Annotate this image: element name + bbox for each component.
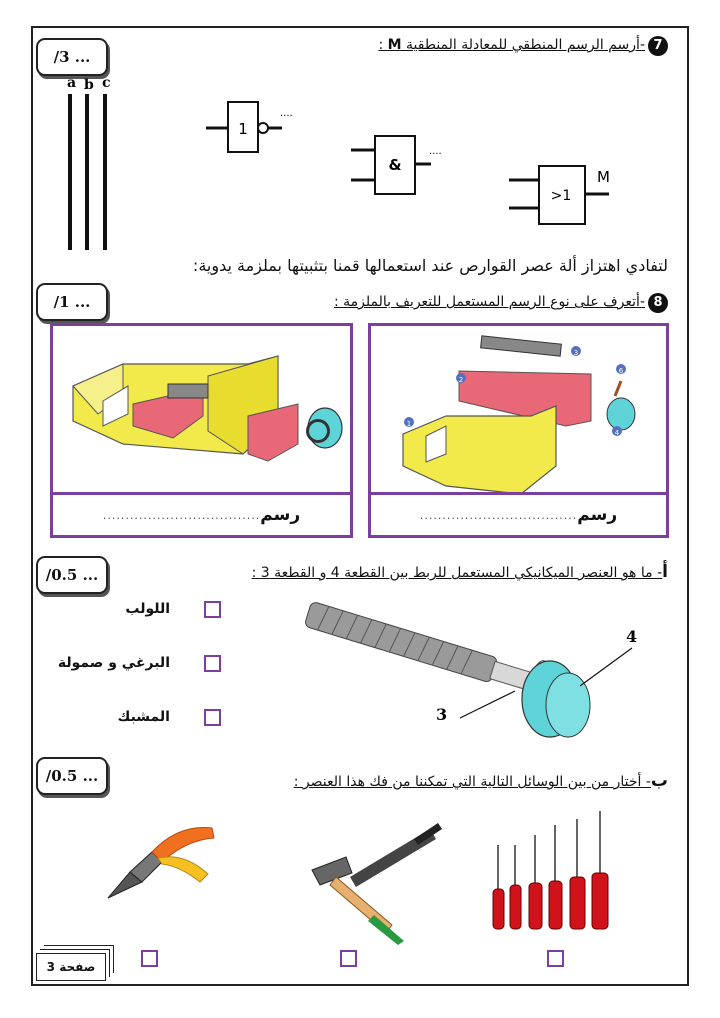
q8-title	[334, 293, 668, 313]
qa-letter: أ	[662, 562, 668, 582]
and-gate-output: ....	[429, 146, 442, 157]
q7-input-lines	[60, 72, 120, 252]
q7-title-suffix: :	[378, 37, 388, 53]
qb-letter: ب	[650, 771, 668, 791]
part-4-label: 4	[626, 627, 638, 646]
svg-text:2: 2	[458, 376, 464, 384]
option-bolt-nut-label: البرغي و صمولة	[57, 655, 170, 671]
q7-title-text: -أرسم الرسم المنطقي للمعادلة المنطقية	[406, 37, 645, 53]
qa-title-text: - ما هو العنصر الميكانيكي المستعمل للربط بين القطعة 4 و القطعة 3 :	[251, 565, 663, 581]
input-b-label: b	[84, 77, 94, 93]
pliers-icon	[100, 812, 220, 904]
page-number-badge: صفحة 3	[36, 953, 106, 981]
and-gate	[345, 130, 455, 196]
right-caption-label: رسم	[577, 505, 618, 525]
assembled-vise-image	[53, 326, 350, 494]
screwdrivers-checkbox[interactable]	[547, 950, 564, 967]
option-bolt-nut-checkbox[interactable]	[204, 655, 221, 672]
left-caption-blank: ...................................	[102, 508, 261, 522]
left-caption	[53, 492, 350, 535]
option-clip-checkbox[interactable]	[204, 709, 221, 726]
intro-text: لتفادي اهتزاز ألة عصر القوارص عند استعمالها قمنا بتثبيتها بملزمة يدوية:	[192, 256, 668, 275]
svg-text:4: 4	[614, 429, 620, 437]
q7-number-badge: 7	[648, 36, 668, 56]
or-gate-output: M	[597, 168, 610, 186]
svg-text:3: 3	[573, 349, 579, 357]
qb-title-text: - أختار من بين الوسائل التالية التي تمكننا من فك هذا العنصر :	[293, 774, 651, 790]
option-screw-checkbox[interactable]	[204, 601, 221, 618]
hammer-punch-icon	[302, 815, 447, 945]
q7-score-box: /3 ...	[36, 38, 108, 76]
right-caption-blank: ...................................	[419, 508, 578, 522]
qa-title	[252, 562, 668, 582]
qb-title	[294, 771, 668, 791]
and-gate-symbol: &	[388, 156, 402, 174]
input-a-label: a	[67, 75, 77, 91]
screw-knob-image	[290, 596, 650, 746]
exploded-drawing-panel	[368, 323, 669, 538]
q7-variable: M	[387, 37, 402, 53]
right-caption	[371, 492, 666, 535]
or-gate-symbol: >1	[550, 188, 572, 204]
q8-number-badge: 8	[648, 293, 668, 313]
qb-score-box: /0.5 ...	[36, 757, 108, 795]
q7-title	[378, 36, 668, 56]
not-gate-symbol: 1	[238, 120, 248, 138]
pliers-checkbox[interactable]	[141, 950, 158, 967]
not-gate	[200, 96, 300, 160]
exploded-vise-image	[371, 326, 666, 494]
input-c-label: c	[102, 75, 111, 91]
not-gate-output: ....	[280, 108, 293, 119]
assembled-drawing-panel	[50, 323, 353, 538]
or-gate	[505, 160, 635, 230]
part-3-label: 3	[436, 705, 448, 724]
hammer-punch-checkbox[interactable]	[340, 950, 357, 967]
option-clip-label: المشبك	[117, 709, 170, 725]
svg-text:6: 6	[618, 367, 624, 375]
q8-score-box: /1 ...	[36, 283, 108, 321]
screwdrivers-icon	[490, 805, 620, 935]
q8-title-text: -أتعرف على نوع الرسم المستعمل للتعريف بالملزمة :	[333, 294, 645, 310]
svg-text:1: 1	[406, 420, 412, 428]
qa-score-box: /0.5 ...	[36, 556, 108, 594]
left-caption-label: رسم	[260, 505, 301, 525]
option-screw-label: اللولب	[125, 601, 170, 617]
